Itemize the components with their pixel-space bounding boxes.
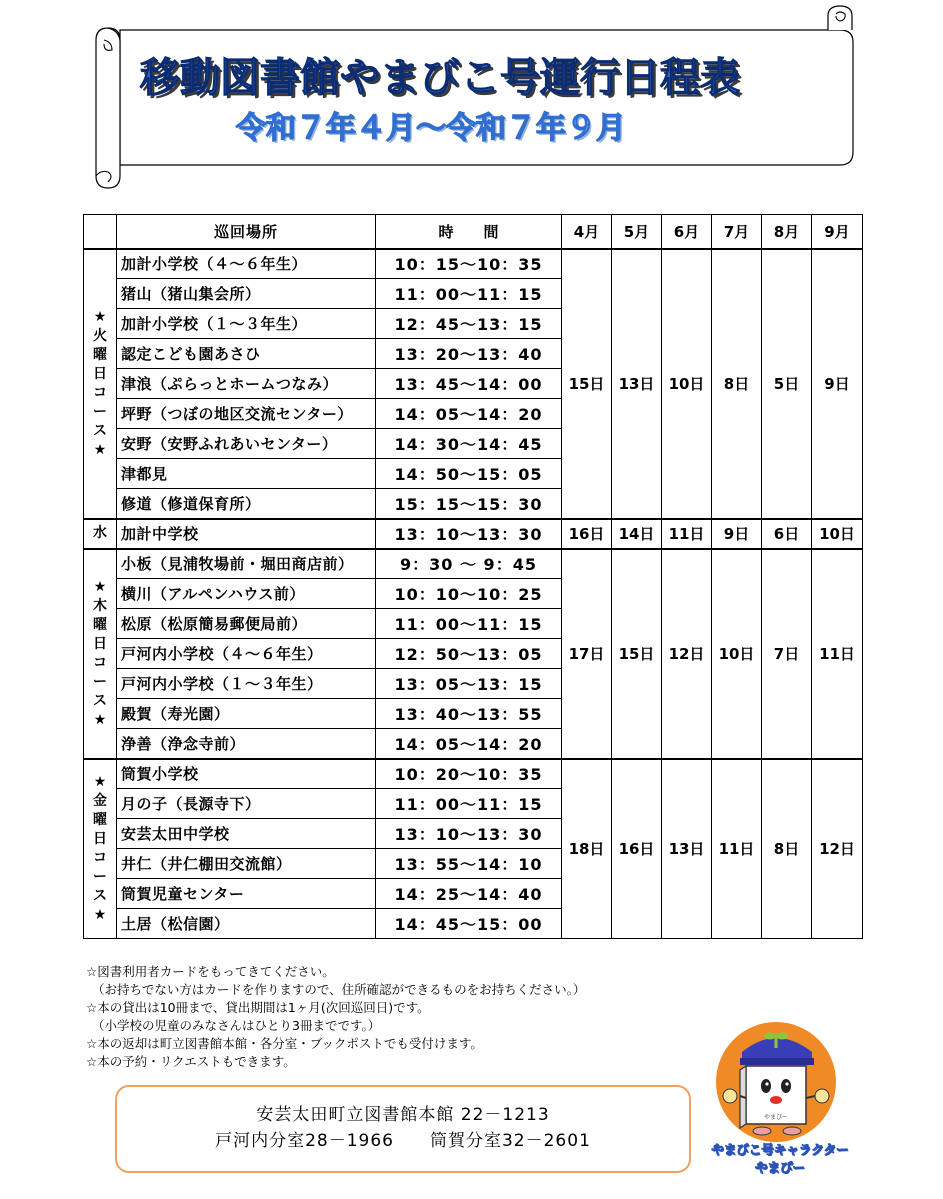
course-label-text: 水 xyxy=(93,525,107,541)
stop-place: 安野（安野ふれあいセンター） xyxy=(117,429,376,459)
stop-time: 13：20～13：40 xyxy=(376,339,562,369)
contact-branches: 戸河内分室28－1966 筒賀分室32－2601 xyxy=(215,1131,591,1151)
stop-place: 浄善（浄念寺前） xyxy=(117,729,376,759)
visit-day: 16日 xyxy=(562,519,612,549)
stop-place: 猪山（猪山集会所） xyxy=(117,279,376,309)
mascot-illustration xyxy=(700,1016,860,1146)
course-label xyxy=(84,249,117,519)
stop-place: 横川（アルペンハウス前） xyxy=(117,579,376,609)
stop-time: 13：40～13：55 xyxy=(376,699,562,729)
schedule-table xyxy=(83,214,863,939)
visit-day: 17日 xyxy=(562,549,612,759)
header-month: 6月 xyxy=(662,215,712,249)
course-group xyxy=(84,759,863,939)
notes xyxy=(86,963,706,1071)
period-subtitle: 令和７年４月～令和７年９月 xyxy=(236,111,626,146)
visit-day: 14日 xyxy=(612,519,662,549)
stop-time: 11：00～11：15 xyxy=(376,609,562,639)
course-group xyxy=(84,519,863,549)
visit-day: 6日 xyxy=(762,519,812,549)
table-row xyxy=(84,549,863,579)
course-group xyxy=(84,549,863,759)
note-line: ☆本の返却は町立図書館本館・各分室・ブックポストでも受付けます。 xyxy=(86,1036,483,1051)
course-label-text: ★金曜日コース★ xyxy=(93,773,107,923)
stop-time: 13：05～13：15 xyxy=(376,669,562,699)
stop-time: 14：25～14：40 xyxy=(376,879,562,909)
stop-place: 松原（松原簡易郵便局前） xyxy=(117,609,376,639)
visit-day: 10日 xyxy=(662,249,712,519)
stop-time: 13：45～14：00 xyxy=(376,369,562,399)
stop-time: 14：05～14：20 xyxy=(376,399,562,429)
visit-day: 8日 xyxy=(712,249,762,519)
course-label-text: ★木曜日コース★ xyxy=(93,578,107,728)
header-month: 5月 xyxy=(612,215,662,249)
stop-time: 12：50～13：05 xyxy=(376,639,562,669)
stop-place: 筒賀児童センター xyxy=(117,879,376,909)
visit-day: 12日 xyxy=(812,759,863,939)
stop-time: 13：10～13：30 xyxy=(376,819,562,849)
header-time: 時 間 xyxy=(376,215,562,249)
note-line: （小学校の児童のみなさんはひとり3冊までです。） xyxy=(92,1018,381,1033)
table-row xyxy=(84,249,863,279)
visit-day: 12日 xyxy=(662,549,712,759)
mascot-book-label: やまぴー xyxy=(763,1114,788,1121)
stop-place: 土居（松信園） xyxy=(117,909,376,939)
stop-place: 加計中学校 xyxy=(117,519,376,549)
visit-day: 11日 xyxy=(812,549,863,759)
visit-day: 10日 xyxy=(812,519,863,549)
contact-main-library: 安芸太田町立図書館本館 22－1213 xyxy=(256,1105,550,1125)
title-banner xyxy=(0,0,943,200)
course-label xyxy=(84,759,117,939)
stop-place: 安芸太田中学校 xyxy=(117,819,376,849)
course-label xyxy=(84,549,117,759)
visit-day: 9日 xyxy=(712,519,762,549)
stop-place: 筒賀小学校 xyxy=(117,759,376,789)
visit-day: 13日 xyxy=(612,249,662,519)
stop-place: 小板（見浦牧場前・堀田商店前） xyxy=(117,549,376,579)
stop-place: 修道（修道保育所） xyxy=(117,489,376,519)
stop-time: 14：45～15：00 xyxy=(376,909,562,939)
stop-place: 津浪（ぷらっとホームつなみ） xyxy=(117,369,376,399)
visit-day: 11日 xyxy=(662,519,712,549)
stop-time: 14：05～14：20 xyxy=(376,729,562,759)
stop-time: 11：00～11：15 xyxy=(376,789,562,819)
stop-place: 井仁（井仁棚田交流館） xyxy=(117,849,376,879)
course-label-text: ★火曜日コース★ xyxy=(93,308,107,458)
table-header-row xyxy=(84,215,863,249)
header-month: 4月 xyxy=(562,215,612,249)
stop-place: 殿賀（寿光園） xyxy=(117,699,376,729)
visit-day: 15日 xyxy=(612,549,662,759)
stop-place: 加計小学校（１～３年生） xyxy=(117,309,376,339)
stop-time: 12：45～13：15 xyxy=(376,309,562,339)
header-month: 7月 xyxy=(712,215,762,249)
note-line: ☆図書利用者カードをもってきてください。 xyxy=(86,964,335,979)
page-title: 移動図書館やまびこ号運行日程表 xyxy=(140,55,740,101)
stop-time: 10：15～10：35 xyxy=(376,249,562,279)
stop-time: 13：10～13：30 xyxy=(376,519,562,549)
visit-day: 7日 xyxy=(762,549,812,759)
header-month: 8月 xyxy=(762,215,812,249)
stop-place: 津都見 xyxy=(117,459,376,489)
visit-day: 18日 xyxy=(562,759,612,939)
course-group xyxy=(84,249,863,519)
stop-place: 坪野（つぼの地区交流センター） xyxy=(117,399,376,429)
stop-place: 認定こども園あさひ xyxy=(117,339,376,369)
visit-day: 11日 xyxy=(712,759,762,939)
stop-time: 11：00～11：15 xyxy=(376,279,562,309)
stop-place: 戸河内小学校（１～３年生） xyxy=(117,669,376,699)
stop-time: 14：30～14：45 xyxy=(376,429,562,459)
header-place: 巡回場所 xyxy=(117,215,376,249)
stop-place: 戸河内小学校（４～６年生） xyxy=(117,639,376,669)
course-label xyxy=(84,519,117,549)
stop-place: 月の子（長源寺下） xyxy=(117,789,376,819)
visit-day: 16日 xyxy=(612,759,662,939)
stop-time: 9：30 ～ 9：45 xyxy=(376,549,562,579)
visit-day: 13日 xyxy=(662,759,712,939)
visit-day: 8日 xyxy=(762,759,812,939)
stop-time: 10：20～10：35 xyxy=(376,759,562,789)
mascot xyxy=(700,1016,860,1186)
stop-time: 15：15～15：30 xyxy=(376,489,562,519)
visit-day: 15日 xyxy=(562,249,612,519)
mascot-caption-name: やまぴー xyxy=(754,1160,805,1175)
header-course-cell xyxy=(84,215,117,249)
stop-time: 10：10～10：25 xyxy=(376,579,562,609)
table-row xyxy=(84,759,863,789)
header-month: 9月 xyxy=(812,215,863,249)
note-line: ☆本の予約・リクエストもできます。 xyxy=(86,1054,296,1069)
note-line: ☆本の貸出は10冊まで、貸出期間は1ヶ月(次回巡回日)です。 xyxy=(86,1000,430,1015)
visit-day: 10日 xyxy=(712,549,762,759)
stop-time: 14：50～15：05 xyxy=(376,459,562,489)
stop-time: 13：55～14：10 xyxy=(376,849,562,879)
contact-box xyxy=(115,1085,691,1173)
visit-day: 5日 xyxy=(762,249,812,519)
visit-day: 9日 xyxy=(812,249,863,519)
mascot-caption-title: やまびこ号キャラクター xyxy=(711,1142,849,1157)
table-row xyxy=(84,519,863,549)
note-line: （お持ちでない方はカードを作りますので、住所確認ができるものをお持ちください。） xyxy=(92,982,586,997)
stop-place: 加計小学校（４～６年生） xyxy=(117,249,376,279)
